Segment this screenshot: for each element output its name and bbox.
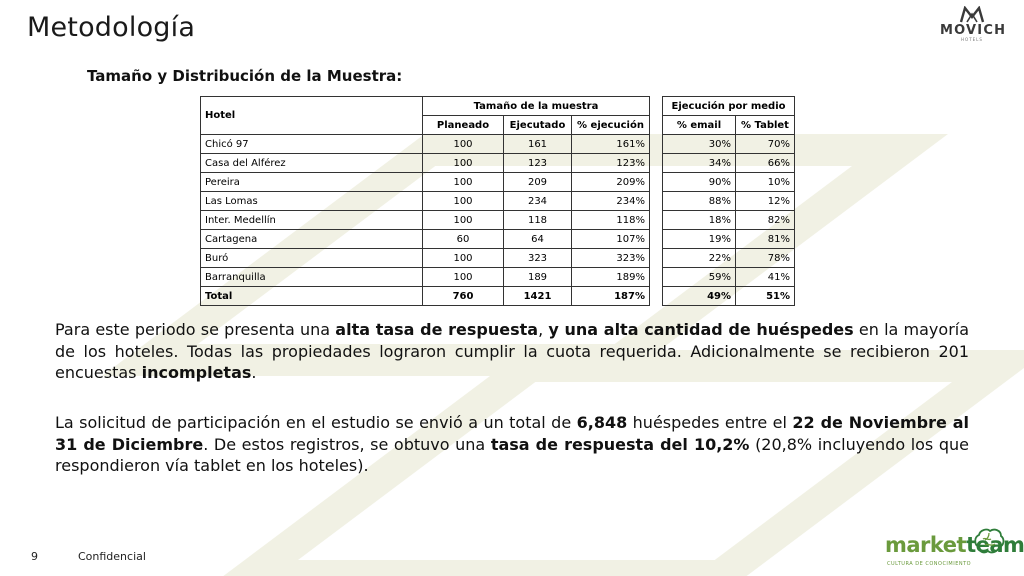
p1-bold-2: y una alta cantidad de huéspedes [548,320,854,339]
table-row [201,173,795,192]
p2-text-2: huéspedes entre el [627,413,793,432]
cell-pct: 123% [572,154,650,173]
header-planeado: Planeado [423,116,504,135]
p1-bold-1: alta tasa de respuesta [335,320,539,339]
p1-text-2: , [538,320,549,339]
cell-ejecutado: 64 [504,230,572,249]
p1-text-1: Para este periodo se presenta una [55,320,336,339]
cell-email: 34% [663,154,736,173]
cell-tablet: 41% [736,268,795,287]
cell-planeado: 100 [423,211,504,230]
brain-icon [973,527,1005,557]
table-row [201,230,795,249]
p2-text-4: (20,8% incluyendo los que respondieron vía tablet en los hoteles). [55,434,970,475]
p1-text-3: en la mayoría de los hoteles. Todas las propiedades lograron cumplir la cuota requerida. Adicionalmente se recibieron 201 encuestas [55,320,970,382]
movich-logo [940,6,1007,48]
table-header-row-1 [201,97,795,116]
movich-m-icon [959,6,985,24]
cell-tablet: 82% [736,211,795,230]
cell-hotel: Pereira [201,173,423,192]
cell-planeado-total: 760 [423,287,504,306]
cell-planeado: 100 [423,192,504,211]
paragraph-study-details [55,412,969,477]
p2-text-1: La solicitud de participación en el estudio se envió a un total de [55,413,577,432]
cell-tablet: 78% [736,249,795,268]
cell-hotel: Las Lomas [201,192,423,211]
cell-planeado: 100 [423,154,504,173]
section-subtitle: Tamaño y Distribución de la Muestra: [87,67,403,85]
cell-hotel: Cartagena [201,230,423,249]
cell-planeado: 100 [423,249,504,268]
cell-ejecutado: 209 [504,173,572,192]
cell-tablet: 66% [736,154,795,173]
cell-hotel: Chicó 97 [201,135,423,154]
cell-email: 88% [663,192,736,211]
cell-email: 90% [663,173,736,192]
cell-pct: 209% [572,173,650,192]
cell-planeado: 60 [423,230,504,249]
cell-pct: 107% [572,230,650,249]
p2-bold-1: 6,848 [576,413,628,432]
header-hotel: Hotel [201,97,423,135]
cell-tablet: 10% [736,173,795,192]
cell-email: 22% [663,249,736,268]
header-ejecutado: Ejecutado [504,116,572,135]
marketteam-logo [885,527,1024,573]
cell-hotel: Buró [201,249,423,268]
cell-pct: 118% [572,211,650,230]
footer-confidential-label: Confidencial [78,550,146,563]
cell-pct: 234% [572,192,650,211]
cell-tablet-total: 51% [736,287,795,306]
table-total-row [201,287,795,306]
marketteam-word-team: team [966,533,1024,557]
page-number: 9 [31,550,38,563]
cell-ejecutado: 323 [504,249,572,268]
table-row [201,268,795,287]
cell-hotel: Inter. Medellín [201,211,423,230]
table-row [201,192,795,211]
p2-text-3: . De estos registros, se obtuvo una [203,434,491,454]
header-pct-email: % email [663,116,736,135]
cell-ejecutado: 123 [504,154,572,173]
cell-planeado: 100 [423,173,504,192]
cell-ejecutado: 161 [504,135,572,154]
cell-email: 59% [663,268,736,287]
header-pct-tablet: % Tablet [736,116,795,135]
cell-email: 18% [663,211,736,230]
cell-ejecutado-total: 1421 [504,287,572,306]
logo-brand-text: MOVICH [940,23,1007,38]
table-row [201,249,795,268]
header-sample-size: Tamaño de la muestra [423,97,650,116]
cell-planeado: 100 [423,135,504,154]
header-execution-by-medium: Ejecución por medio [663,97,795,116]
cell-tablet: 81% [736,230,795,249]
cell-pct-total: 187% [572,287,650,306]
cell-ejecutado: 234 [504,192,572,211]
marketteam-word-market: market [885,533,967,557]
p2-bold-2: 22 de Noviembre al 31 de Diciembre [55,413,970,454]
cell-email: 19% [663,230,736,249]
cell-hotel: Casa del Alférez [201,154,423,173]
cell-tablet: 70% [736,135,795,154]
cell-ejecutado: 189 [504,268,572,287]
slide-title: Metodología [27,12,196,43]
cell-tablet: 12% [736,192,795,211]
cell-email-total: 49% [663,287,736,306]
paragraph-response-rate [55,319,969,384]
cell-pct: 323% [572,249,650,268]
cell-pct: 161% [572,135,650,154]
cell-email: 30% [663,135,736,154]
cell-planeado: 100 [423,268,504,287]
cell-hotel-total: Total [201,287,423,306]
marketteam-tagline: CULTURA DE CONOCIMIENTO [887,561,972,567]
sample-table [200,96,795,306]
logo-brand-subtext: HOTELS [961,37,983,42]
header-pct-ejecucion: % ejecución [572,116,650,135]
table-row [201,135,795,154]
cell-ejecutado: 118 [504,211,572,230]
p1-bold-3: incompletas [141,363,252,382]
table-row [201,154,795,173]
p1-text-4: . [251,363,257,382]
cell-hotel: Barranquilla [201,268,423,287]
table-row [201,211,795,230]
cell-pct: 189% [572,268,650,287]
p2-bold-3: tasa de respuesta del 10,2% [490,434,750,454]
